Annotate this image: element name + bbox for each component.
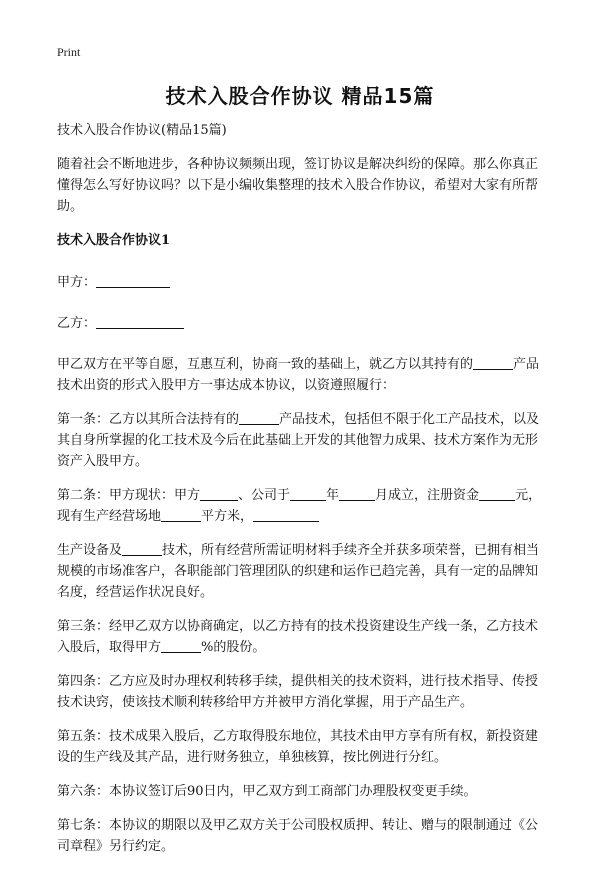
article-2-blank-end [253, 507, 319, 522]
party-a-blank [96, 273, 170, 288]
party-b-label: 乙方： [57, 316, 97, 331]
paragraph-agreement [57, 354, 547, 396]
article-1-text-2: 产品技术，包括但不限于化工产品技术，以及其自身所掌握的化工技术及今后在此基础上开发的其他智力成果、技术方案作为无形资产入股甲方。 [57, 412, 540, 469]
article-2-text-4: 月成立，注册资金 [375, 488, 480, 503]
equipment-blank [122, 541, 162, 556]
intro-paragraph: 随着社会不断地进步，各种协议频频出现，签订协议是解决纠纷的保障。那么你真正懂得怎么写好协议吗？以下是小编收集整理的技术入股合作协议，希望对大家有所帮助。 [57, 157, 539, 214]
article-2-text-1: 第二条：甲方现状：甲方 [57, 488, 201, 503]
document-body [57, 120, 547, 870]
article-3-text-1: 第三条：经甲乙双方以协商确定，以乙方持有的技术投资建设生产线一条，乙方技术入股后，取得甲方 [57, 619, 539, 655]
product-blank [473, 355, 513, 370]
agreement-text-2: 产品技术出资的形式入股甲方一事达成本协议，以资遵照履行： [57, 357, 540, 393]
article-2-blank-capital [479, 486, 515, 501]
article-2-blank-area [161, 507, 201, 522]
party-b-blank [96, 314, 184, 329]
article-2-text-6: 平方米， [201, 509, 254, 524]
party-a-line [57, 272, 547, 293]
article-2-blank-month [339, 486, 375, 501]
article-7: 第七条：本协议的期限以及甲乙双方关于公司股权质押、转让、赠与的限制通过《公司章程》另行约定。 [57, 818, 539, 854]
equipment-text-2: 技术，所有经营所需证明材料手续齐全并获多项荣誉，已拥有相当规模的市场准客户，各职能部门管理团队的织建和运作已趋完善，具有一定的品牌知名度，经营运作状况良好。 [57, 543, 540, 600]
article-3-text-2: %的股份。 [201, 640, 266, 655]
article-6: 第六条：本协议签订后90日内，甲乙双方到工商部门办理股权变更手续。 [57, 784, 477, 799]
print-link[interactable]: Print [57, 45, 81, 59]
page-title: 技术入股合作协议 精品15篇 [165, 84, 435, 108]
section-heading: 技术入股合作协议1 [57, 233, 171, 248]
article-1-blank [239, 410, 279, 425]
article-3 [57, 616, 547, 658]
article-1 [57, 409, 547, 472]
article-1-text-1: 第一条：乙方以其所合法持有的 [57, 412, 240, 427]
equipment-text-1: 生产设备及 [57, 543, 123, 558]
article-2-text-2: 、公司于 [238, 488, 291, 503]
party-b-line [57, 313, 547, 334]
article-2-blank-year [290, 486, 326, 501]
article-2-text-3: 年 [326, 488, 340, 503]
article-2-blank-1 [200, 486, 238, 501]
article-2 [57, 485, 547, 527]
article-2-text-5: 元，现有生产经营场地 [57, 488, 542, 524]
article-3-blank-share [161, 638, 201, 653]
agreement-text-1: 甲乙双方在平等自愿，互惠互利，协商一致的基础上，就乙方以其持有的 [57, 357, 474, 372]
document-subtitle: 技术入股合作协议(精品15篇) [57, 123, 227, 138]
party-a-label: 甲方： [57, 275, 97, 290]
article-4: 第四条：乙方应及时办理权利转移手续，提供相关的技术资料，进行技术指导、传授技术诀窍，使该技术顺利转移给甲方并被甲方消化掌握，用于产品生产。 [57, 674, 539, 710]
equipment-paragraph [57, 540, 547, 603]
article-5: 第五条：技术成果入股后，乙方取得股东地位，其技术由甲方享有所有权，新投资建设的生产线及其产品，进行财务独立，单独核算，按比例进行分红。 [57, 729, 539, 765]
